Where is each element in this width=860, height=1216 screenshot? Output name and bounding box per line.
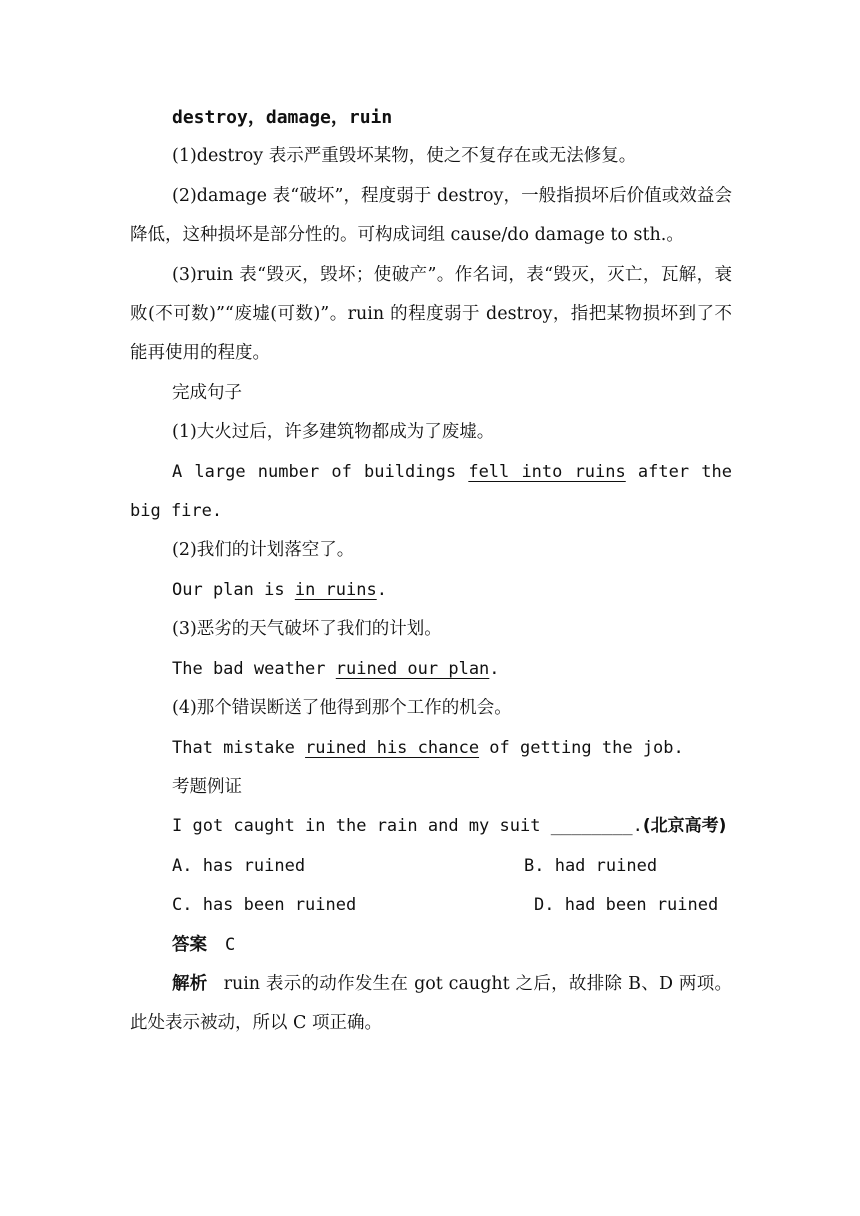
- section-heading: destroy，damage，ruin: [172, 107, 393, 128]
- sentence-1-suffix: after the big fire.: [130, 461, 732, 522]
- option-c: C. has been ruined: [172, 895, 357, 916]
- sentence-4-prefix: That mistake: [172, 737, 306, 758]
- explain-paragraph-2: (2)damage 表“破坏”，程度弱于 destroy，一般指损坏后价值或效益会降低，这种损坏是部分性的。可构成词组 cause/do damage to sth.。: [130, 185, 732, 246]
- sentence-4-chinese: (4)那个错误断送了他得到那个工作的机会。: [172, 698, 512, 719]
- analysis-paragraph: [130, 965, 732, 1044]
- sentence-1-english: [130, 453, 732, 532]
- option-b: B. had ruined: [524, 855, 658, 876]
- sentence-1-chinese: (1)大火过后，许多建筑物都成为了废墟。: [172, 422, 495, 443]
- sentence-3-english: [130, 650, 732, 689]
- complete-sentences-title: 完成句子: [172, 382, 242, 403]
- sentence-2-chinese: (2)我们的计划落空了。: [172, 540, 355, 561]
- option-a: A. has ruined: [172, 855, 306, 876]
- sentence-2-suffix: .: [376, 579, 387, 600]
- sentence-3-chinese: (3)恶劣的天气破坏了我们的计划。: [172, 619, 442, 640]
- explain-paragraph-1: (1)destroy 表示严重毁坏某物，使之不复存在或无法修复。: [172, 146, 637, 167]
- sentence-3-suffix: .: [489, 658, 500, 679]
- question-source: (北京高考): [642, 816, 727, 837]
- sentence-3-prefix: The bad weather: [172, 658, 336, 679]
- exam-example-title: 考题例证: [172, 776, 242, 797]
- sentence-3-blank-answer: ruined our plan: [335, 658, 490, 679]
- analysis-label: 解析: [172, 973, 208, 994]
- options-row-1: [130, 847, 732, 886]
- question-stem: [130, 807, 732, 846]
- sentence-2-english: [130, 571, 732, 610]
- answer-value: C: [225, 934, 236, 955]
- answer-label: 答案: [172, 934, 207, 955]
- sentence-4-suffix: of getting the job.: [479, 737, 684, 758]
- sentence-4-blank-answer: ruined his chance: [305, 737, 480, 758]
- document-page: [130, 98, 732, 1044]
- explain-paragraph-3: (3)ruin 表“毁灭，毁坏；使破产”。作名词，表“毁灭，灭亡，瓦解，衰败(不可数)”“废墟(可数)”。ruin 的程度弱于 destroy，指把某物损坏到了不能再使用的程度。: [130, 264, 732, 364]
- question-text: I got caught in the rain and my suit ________.: [172, 816, 643, 837]
- sentence-1-prefix: A large number of buildings: [172, 461, 469, 482]
- analysis-text: ruin 表示的动作发生在 got caught 之后，故排除 B、D 两项。此处表示被动，所以 C 项正确。: [130, 973, 732, 1034]
- sentence-2-prefix: Our plan is: [172, 579, 295, 600]
- answer-line: [130, 926, 732, 965]
- sentence-4-english: [130, 729, 732, 768]
- sentence-2-blank-answer: in ruins: [294, 579, 377, 600]
- options-row-2: [130, 886, 732, 925]
- sentence-1-blank-answer: fell into ruins: [468, 461, 626, 482]
- option-d: D. had been ruined: [534, 895, 719, 916]
